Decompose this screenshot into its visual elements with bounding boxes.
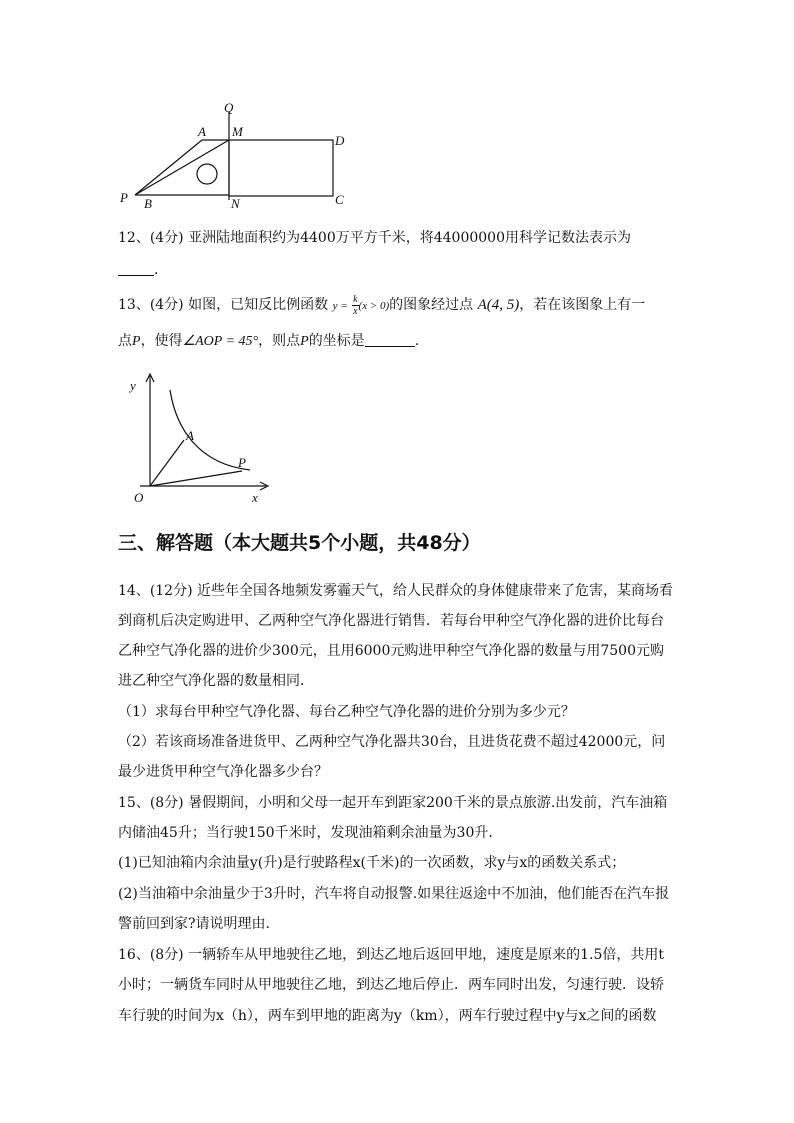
question-15-sub1: (1)已知油箱内余油量y(升)是行驶路程x(千米)的一次函数，求y与x的函数关系式； [118, 855, 626, 871]
question-12 [118, 223, 678, 254]
label-q: Q [224, 100, 234, 115]
circle-shape [197, 164, 217, 184]
label-d: D [335, 133, 345, 148]
q13-p-2: P [300, 334, 309, 349]
q13-y-eq: y = [332, 300, 348, 312]
q13-line2d: 的坐标是 [308, 333, 365, 349]
label-a: A [198, 124, 206, 139]
question-15-line2: 内储油45升；当行驶150千米时，发现油箱剩余油量为30升. [118, 825, 493, 841]
q13-line2b: ，使得 [140, 333, 183, 349]
q13-condition: (x > 0) [358, 300, 390, 312]
label-c: C [335, 192, 344, 207]
section-3-heading: 三、解答题（本大题共5个小题，共48分） [118, 532, 481, 554]
segment-o-p [150, 471, 242, 486]
question-14-sub2a: （2）若该商场准备进货甲、乙两种空气净化器共30台，且进货花费不超过42000元，问 [118, 734, 666, 750]
label-p: P [120, 190, 128, 205]
q13-line2c: ，则点 [258, 333, 301, 349]
label-a: A [186, 428, 194, 443]
question-15-line1: 15、(8分) 暑假期间，小明和父母一起开车到距家200千米的景点旅游.出发前，汽车油箱 [118, 795, 668, 811]
question-16-line2: 小时；一辆货车同时从甲地驶往乙地，到达乙地后停止．两车同时出发，匀速行驶．设轿 [118, 977, 664, 993]
question-14-line3: 乙种空气净化器的进价少300元，且用6000元购进甲种空气净化器的数量与用7500元购 [118, 643, 664, 659]
question-16-line3: 车行驶的时间为x（h），两车到甲地的距离为y（km），两车行驶过程中y与x之间的函数 [118, 1008, 657, 1024]
q13-prefix: 13、(4分) [118, 297, 184, 313]
q12-end: . [154, 262, 159, 278]
q13-point-a: A(4, 5) [477, 297, 520, 313]
question-13 [118, 290, 678, 322]
q12-text: 亚洲陆地面积约为4400万平方千米，将44000000用科学记数法表示为 [188, 230, 631, 246]
answer-blank [118, 261, 154, 276]
q13-text2: 的图象经过点 [389, 297, 474, 313]
question-16-line1: 16、(8分) 一辆轿车从甲地驶往乙地，到达乙地后返回甲地，速度是原来的1.5倍，共用t [118, 947, 664, 963]
segment-o-a [150, 440, 184, 486]
q13-line2a: 点 [118, 333, 132, 349]
function-graph-figure [118, 368, 278, 508]
question-14-line1: 14、(12分) 近些年全国各地频发雾霾天气，给人民群众的身体健康带来了危害，某商场看 [118, 583, 674, 599]
label-x: x [252, 490, 258, 505]
line-p-a [135, 140, 202, 195]
question-12-answer-line [118, 255, 678, 286]
geometry-figure-1 [115, 98, 355, 213]
q13-p-1: P [132, 334, 141, 349]
question-13-line2 [118, 326, 678, 357]
q13-end: . [414, 333, 420, 349]
label-y: y [130, 378, 136, 393]
question-14-sub1: （1）求每台甲种空气净化器、每台乙种空气净化器的进价分别为多少元？ [118, 704, 575, 720]
rectangle-mncd [229, 140, 333, 196]
label-m: M [232, 124, 243, 139]
question-14-line4: 进乙种空气净化器的数量相同． [118, 673, 314, 689]
q12-prefix: 12、(4分) [118, 230, 184, 246]
question-14-sub2b: 最少进货甲种空气净化器多少台？ [118, 764, 328, 780]
q13-text1: 如图，已知反比例函数 [188, 297, 329, 313]
label-p: P [238, 455, 246, 470]
q13-angle: ∠AOP = 45° [182, 334, 259, 349]
q13-text3: ，若在该图象上有一 [519, 297, 646, 313]
question-14-line2: 到商机后决定购进甲、乙两种空气净化器进行销售．若每台甲种空气净化器的进价比每台 [118, 613, 664, 629]
label-b: B [144, 196, 152, 211]
label-n: N [231, 196, 240, 211]
label-o: O [134, 490, 144, 505]
question-15-sub2a: (2)当油箱中余油量少于3升时，汽车将自动报警.如果往返途中不加油，他们能否在汽车报 [118, 886, 670, 902]
fraction-numerator: k [353, 293, 358, 305]
question-15-sub2b: 警前回到家?请说明理由. [118, 916, 270, 932]
fraction-denominator: x [353, 305, 358, 317]
answer-blank [365, 332, 415, 347]
